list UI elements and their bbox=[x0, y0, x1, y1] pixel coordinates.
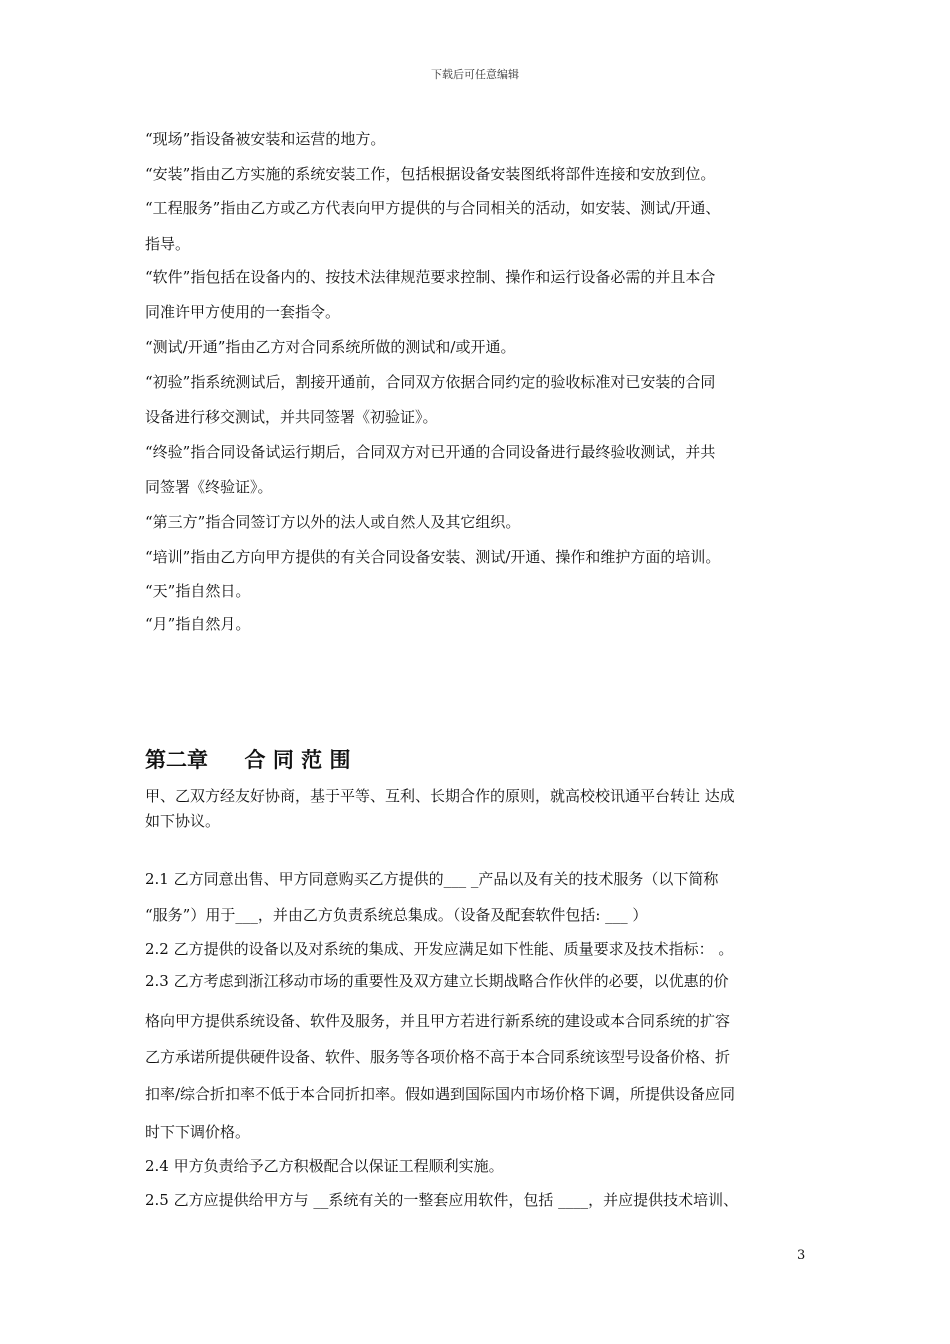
page-header: 下载后可任意编辑 bbox=[431, 68, 519, 81]
definition-line: “培训”指由乙方向甲方提供的有关合同设备安装、测试/开通、操作和维护方面的培训。 bbox=[145, 548, 721, 566]
definition-line: “终验”指合同设备试运行期后，合同双方对已开通的合同设备进行最终验收测试，并共 bbox=[145, 443, 716, 461]
intro-line: 如下协议。 bbox=[145, 812, 221, 830]
clause-line: “服务”）用于___，并由乙方负责系统总集成。（设备及配套软件包括: ___ ） bbox=[145, 906, 648, 924]
definition-line: “第三方”指合同签订方以外的法人或自然人及其它组织。 bbox=[145, 513, 521, 531]
clause-line: 时下下调价格。 bbox=[145, 1123, 251, 1141]
clause-line: 2.1 乙方同意出售、甲方同意购买乙方提供的___ _产品以及有关的技术服务（以下简称 bbox=[145, 870, 719, 888]
clause-line: 2.4 甲方负责给予乙方积极配合以保证工程顺利实施。 bbox=[145, 1157, 504, 1175]
clause-line: 乙方承诺所提供硬件设备、软件、服务等各项价格不高于本合同系统该型号设备价格、折 bbox=[145, 1048, 731, 1066]
definition-line: “安装”指由乙方实施的系统安装工作，包括根据设备安装图纸将部件连接和安放到位。 bbox=[145, 165, 716, 183]
chapter-title: 第二章 合 同 范 围 bbox=[145, 748, 351, 772]
definition-line: “初验”指系统测试后，割接开通前，合同双方依据合同约定的验收标准对已安装的合同 bbox=[145, 373, 716, 391]
definition-line: “天”指自然日。 bbox=[145, 582, 251, 600]
definition-line: “月”指自然月。 bbox=[145, 615, 251, 633]
page-number: 3 bbox=[797, 1248, 806, 1263]
definition-line: 同签署《终验证》。 bbox=[145, 478, 273, 496]
clause-line: 扣率/综合折扣率不低于本合同折扣率。假如遇到国际国内市场价格下调，所提供设备应同 bbox=[145, 1085, 736, 1103]
intro-line: 甲、乙双方经友好协商，基于平等、互利、长期合作的原则，就高校校讯通平台转让 达成 bbox=[145, 787, 735, 805]
clause-line: 格向甲方提供系统设备、软件及服务，并且甲方若进行新系统的建设或本合同系统的扩容 bbox=[145, 1012, 731, 1030]
clause-line: 2.2 乙方提供的设备以及对系统的集成、开发应满足如下性能、质量要求及技术指标： 。 bbox=[145, 940, 734, 958]
definition-line: 同准许甲方使用的一套指令。 bbox=[145, 303, 341, 321]
definition-line: “现场”指设备被安装和运营的地方。 bbox=[145, 130, 386, 148]
definition-line: “工程服务”指由乙方或乙方代表向甲方提供的与合同相关的活动，如安装、测试/开通、 bbox=[145, 199, 721, 217]
clause-line: 2.3 乙方考虑到浙江移动市场的重要性及双方建立长期战略合作伙伴的必要，以优惠的价 bbox=[145, 972, 729, 990]
definition-line: 指导。 bbox=[145, 235, 191, 253]
clause-line: 2.5 乙方应提供给甲方与 __系统有关的一整套应用软件，包括 ____，并应提供技术培训、 bbox=[145, 1191, 739, 1209]
definition-line: “测试/开通”指由乙方对合同系统所做的测试和/或开通。 bbox=[145, 338, 516, 356]
definition-line: “软件”指包括在设备内的、按技术法律规范要求控制、操作和运行设备必需的并且本合 bbox=[145, 268, 716, 286]
definition-line: 设备进行移交测试，并共同签署《初验证》。 bbox=[145, 408, 438, 426]
